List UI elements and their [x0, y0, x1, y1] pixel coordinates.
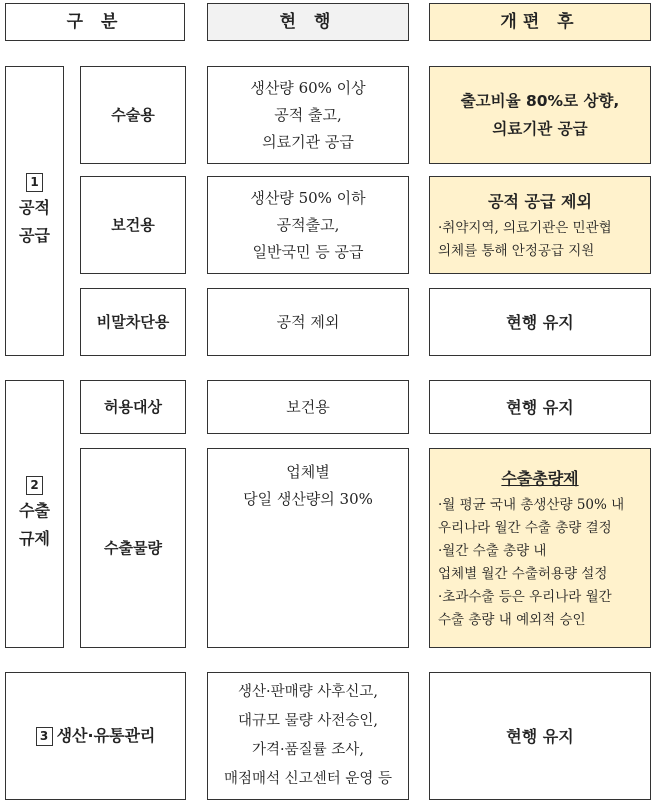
- text-line: 출고비율 80%로 상향,: [460, 92, 620, 110]
- section-2-category: [5, 380, 64, 648]
- text-line: 당일 생산량의 30%: [243, 490, 373, 508]
- text-line: 생산량 60% 이상: [250, 78, 366, 97]
- section-3-category: [5, 672, 186, 800]
- bullet-line: ·취약지역, 의료기관은 민관협: [438, 219, 612, 236]
- text-line: 매점매석 신고센터 운영 등: [224, 771, 392, 787]
- text-line: 공적 출고,: [274, 105, 342, 124]
- bullet-line: 업체별 월간 수출허용량 설정: [438, 565, 608, 582]
- revised-surgical: [429, 66, 651, 164]
- header-current: [207, 3, 409, 41]
- row-label-health: [80, 176, 186, 274]
- section-title-line: 공적: [19, 197, 50, 217]
- current-production: [207, 672, 409, 800]
- text-line: 공적 제외: [276, 312, 340, 331]
- row-label-surgical: [80, 66, 186, 164]
- row-label-text: 허용대상: [104, 397, 162, 416]
- revised-allowed: [429, 380, 651, 434]
- current-droplet: [207, 288, 409, 356]
- text-line: 보건용: [286, 397, 330, 416]
- bullet-line: 의체를 통해 안정공급 지원: [438, 242, 595, 259]
- text-line: 생산·판매량 사후신고,: [238, 684, 378, 700]
- section-number: 1: [26, 173, 43, 192]
- text-line: 현행 유지: [506, 726, 574, 746]
- section-title-line: 공급: [19, 225, 50, 245]
- current-surgical: [207, 66, 409, 164]
- row-label-text: 비말차단용: [96, 312, 170, 331]
- section-title-line: 수출: [19, 500, 50, 520]
- current-export-volume: [207, 448, 409, 648]
- header-revised: [429, 3, 651, 41]
- section-1-category: [5, 66, 64, 356]
- bullet-line: ·월간 수출 총량 내: [438, 542, 547, 559]
- revised-title: 공적 공급 제외: [488, 191, 592, 211]
- row-label-text: 보건용: [111, 215, 155, 234]
- header-current-label: 현 행: [279, 11, 337, 32]
- text-line: 현행 유지: [506, 397, 574, 417]
- text-line: 의료기관 공급: [262, 132, 354, 151]
- text-line: 대규모 물량 사전승인,: [238, 713, 378, 729]
- revised-bullets: [430, 494, 624, 632]
- section-title-line: 생산·유통관리: [56, 726, 156, 745]
- text-line: 가격·품질률 조사,: [252, 742, 364, 758]
- text-line: 일반국민 등 공급: [252, 242, 364, 261]
- text-line: 의료기관 공급: [492, 120, 588, 138]
- row-label-text: 수출물량: [104, 538, 162, 557]
- text-line: 공적출고,: [276, 215, 340, 234]
- header-category-label: 구 분: [66, 11, 124, 32]
- section-number: 3: [36, 727, 53, 746]
- bullet-line: ·월 평균 국내 총생산량 50% 내: [438, 496, 625, 513]
- current-allowed: [207, 380, 409, 434]
- header-revised-label: 개편 후: [500, 11, 580, 32]
- text-line: 생산량 50% 이하: [250, 188, 366, 207]
- bullet-line: 수출 총량 내 예외적 승인: [438, 611, 586, 628]
- section-title-line: 규제: [19, 528, 50, 548]
- revised-production: [429, 672, 651, 800]
- current-health: [207, 176, 409, 274]
- row-label-export-volume: [80, 448, 186, 648]
- bullet-line: 우리나라 월간 수출 총량 결정: [438, 519, 612, 536]
- section-number: 2: [26, 476, 43, 495]
- text-line: 업체별: [286, 463, 330, 481]
- revised-bullets: [430, 217, 612, 263]
- header-category: [5, 3, 185, 41]
- row-label-text: 수술용: [111, 105, 155, 124]
- bullet-line: ·초과수출 등은 우리나라 월간: [438, 588, 612, 605]
- revised-title: 수출총량제: [501, 468, 579, 488]
- row-label-droplet: [80, 288, 186, 356]
- row-label-allowed: [80, 380, 186, 434]
- revised-export-volume: [429, 448, 651, 648]
- text-line: 현행 유지: [506, 312, 574, 332]
- revised-health: [429, 176, 651, 274]
- revised-droplet: [429, 288, 651, 356]
